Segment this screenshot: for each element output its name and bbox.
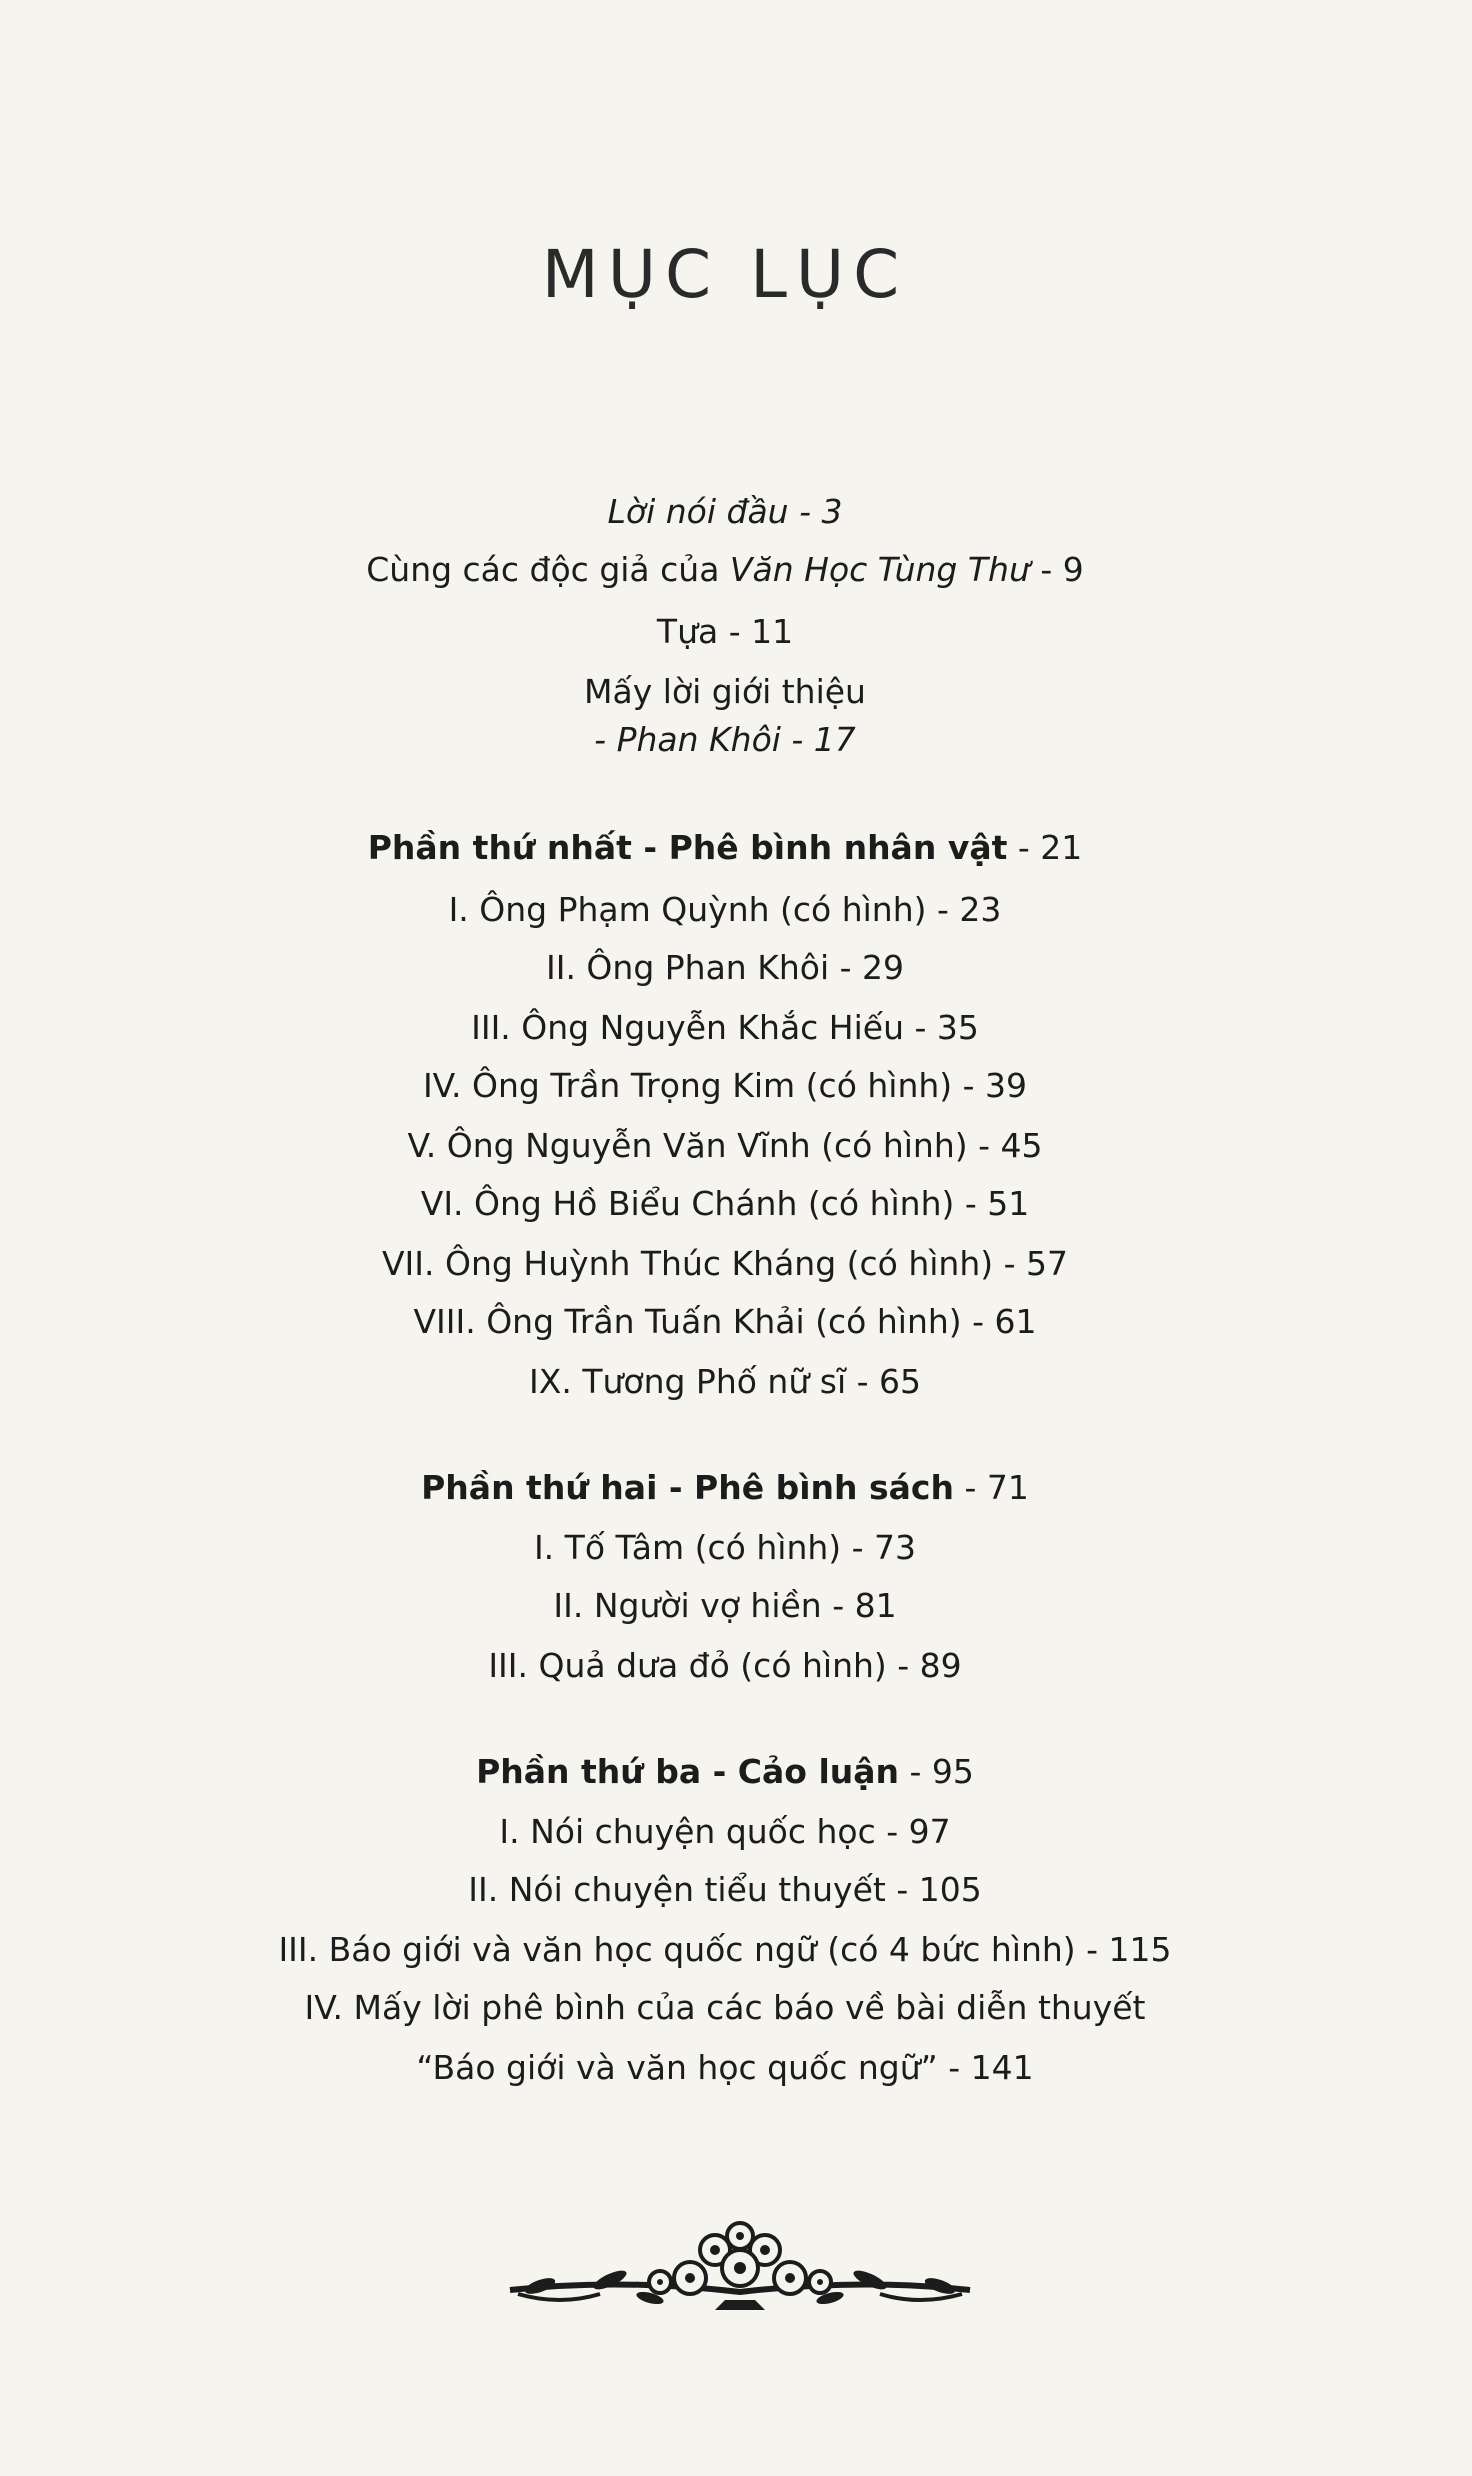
toc-entry-readers — [0, 550, 1450, 590]
toc-entry: VI. Ông Hồ Biểu Chánh (có hình) - 51 — [420, 1184, 1030, 1223]
part-heading-text: Phần thứ nhất - Phê bình nhân vật — [367, 828, 1008, 867]
toc-entry: II. Nói chuyện tiểu thuyết - 105 — [468, 1870, 982, 1909]
part-heading-page: - 21 — [1007, 828, 1083, 867]
part-heading-page: - 95 — [899, 1752, 974, 1791]
toc-entry-tua: Tựa - 11 — [656, 612, 794, 651]
part-heading-text: Phần thứ ba - Cảo luận — [476, 1752, 900, 1791]
floral-vignette-icon — [500, 2220, 980, 2320]
toc-entry: II. Người vợ hiền - 81 — [553, 1586, 897, 1625]
toc-entry: III. Báo giới và văn học quốc ngữ (có 4 bức hình) - 115 — [278, 1930, 1172, 1969]
toc-entry: “Báo giới và văn học quốc ngữ” - 141 — [416, 2048, 1034, 2087]
toc-entry-intro: Mấy lời giới thiệu — [584, 672, 866, 711]
toc-entry: III. Ông Nguyễn Khắc Hiếu - 35 — [471, 1008, 979, 1047]
toc-entry-intro-author: - Phan Khôi - 17 — [594, 720, 856, 759]
toc-entry: IV. Ông Trần Trọng Kim (có hình) - 39 — [422, 1066, 1028, 1105]
toc-entry: VIII. Ông Trần Tuấn Khải (có hình) - 61 — [413, 1302, 1037, 1341]
toc-entry: III. Quả dưa đỏ (có hình) - 89 — [488, 1646, 962, 1685]
toc-entry: II. Ông Phan Khôi - 29 — [545, 948, 904, 987]
part-heading-text: Phần thứ hai - Phê bình sách — [421, 1468, 954, 1507]
page-title: MỤC LỤC — [541, 236, 909, 313]
toc-entry-page: - 9 — [1029, 550, 1084, 589]
part-heading-page: - 71 — [953, 1468, 1029, 1507]
toc-entry: I. Tố Tâm (có hình) - 73 — [533, 1528, 917, 1567]
toc-entry: V. Ông Nguyễn Văn Vĩnh (có hình) - 45 — [407, 1126, 1043, 1165]
toc-entry: I. Nói chuyện quốc học - 97 — [499, 1812, 951, 1851]
toc-entry-preface: Lời nói đầu - 3 — [607, 492, 843, 531]
toc-entry: IX. Tương Phố nữ sĩ - 65 — [529, 1362, 921, 1401]
toc-entry: IV. Mấy lời phê bình của các báo về bài diễn thuyết — [304, 1988, 1146, 2027]
part-heading — [0, 828, 1450, 868]
series-title: Văn Học Tùng Thư — [729, 550, 1030, 589]
part-heading — [0, 1468, 1450, 1508]
toc-entry: I. Ông Phạm Quỳnh (có hình) - 23 — [448, 890, 1002, 929]
toc-entry-text: Cùng các độc giả của — [366, 550, 730, 589]
part-heading — [0, 1752, 1450, 1792]
toc-entry: VII. Ông Huỳnh Thúc Kháng (có hình) - 57 — [381, 1244, 1069, 1283]
